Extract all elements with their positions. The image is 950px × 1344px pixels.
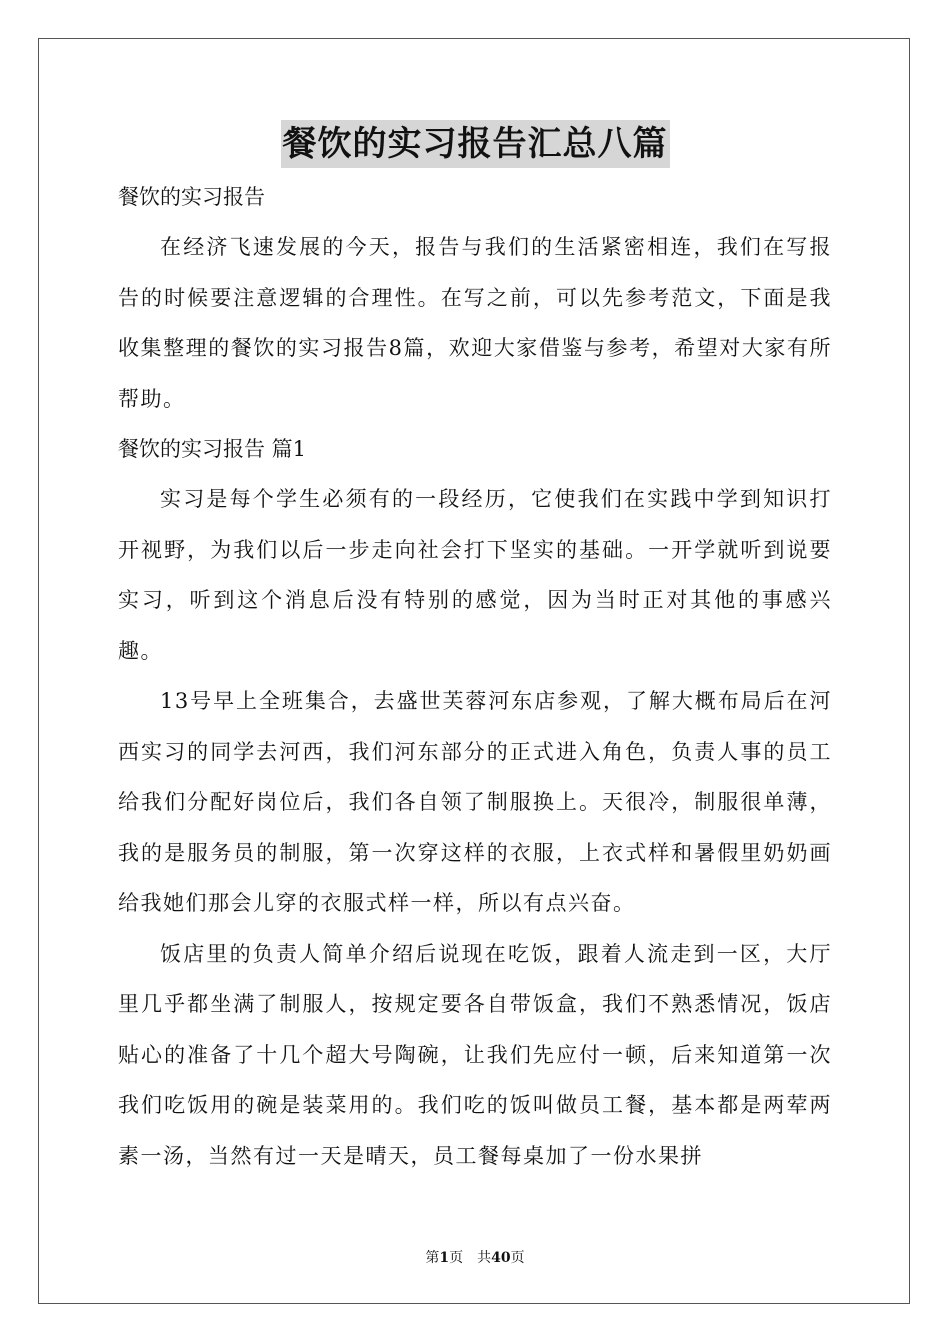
page-suffix: 页 [510,1250,525,1266]
body-paragraph: 13号早上全班集合，去盛世芙蓉河东店参观，了解大概布局后在河西实习的同学去河西，我们河东部分的正式进入角色，负责人事的员工给我们分配好岗位后，我们各自领了制服换上。天很冷，制服很单薄，我的是服务员的制服，第一次穿这样的衣服，上衣式样和暑假里奶奶画给我她们那会儿穿的衣服式样一样，所以有点兴奋。 [118,689,832,915]
page-footer [0,1247,950,1267]
document-title: 餐饮的实习报告汇总八篇 [281,120,670,168]
intro-paragraph: 在经济飞速发展的今天，报告与我们的生活紧密相连，我们在写报告的时候要注意逻辑的合理性。在写之前，可以先参考范文，下面是我收集整理的餐饮的实习报告8篇，欢迎大家借鉴与参考，希望对大家有所帮助。 [118,235,832,411]
body-paragraph: 饭店里的负责人简单介绍后说现在吃饭，跟着人流走到一区，大厅里几乎都坐满了制服人，按规定要各自带饭盒，我们不熟悉情况，饭店贴心的准备了十几个超大号陶碗，让我们先应付一顿，后来知道第一次我们吃饭用的碗是装菜用的。我们吃的饭叫做员工餐，基本都是两荤两素一汤，当然有过一天是晴天，员工餐每桌加了一份水果拼 [118,941,832,1168]
body-paragraph: 实习是每个学生必须有的一段经历，它使我们在实践中学到知识打开视野，为我们以后一步走向社会打下坚实的基础。一开学就听到说要实习，听到这个消息后没有特别的感觉，因为当时正对其他的事感兴趣。 [118,487,832,663]
title-container [118,120,832,172]
document-body [118,120,832,1181]
section-heading: 餐饮的实习报告 篇1 [118,437,307,461]
document-subtitle: 餐饮的实习报告 [118,185,265,209]
page-mid: 页 共 [449,1250,492,1266]
page-total: 40 [491,1250,511,1266]
page-current: 1 [439,1250,450,1266]
page-prefix: 第 [425,1250,440,1266]
